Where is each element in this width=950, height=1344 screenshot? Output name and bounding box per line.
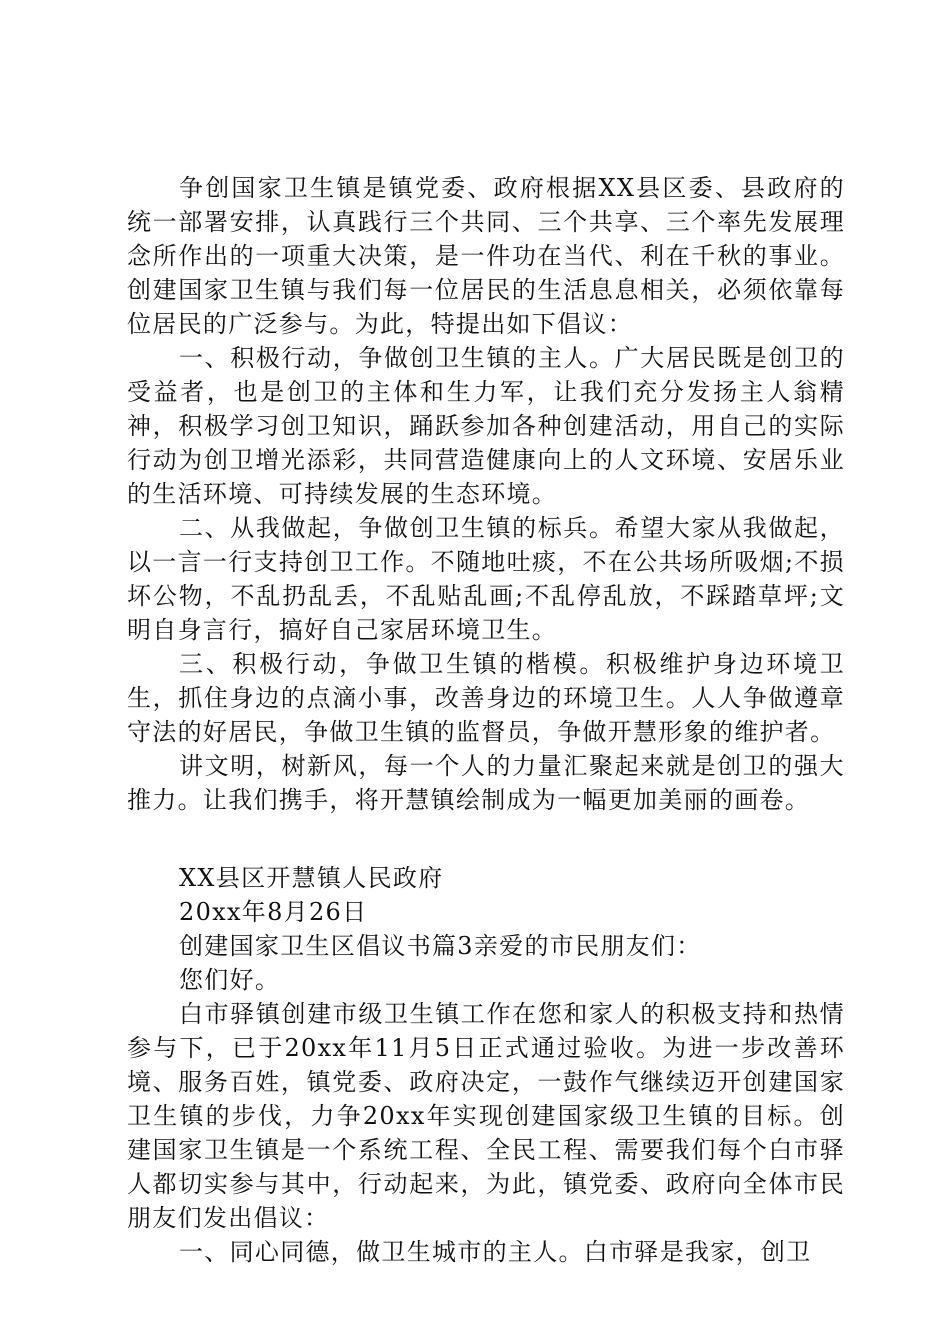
signature-org: XX县区开慧镇人民政府 [179,864,444,892]
section-gap [127,817,845,861]
letter-title: 创建国家卫生区倡议书篇3亲爱的市民朋友们： [179,932,702,960]
document-body [127,171,845,1269]
greeting: 您们好。 [179,966,281,994]
letter-body-paragraph: 白市驿镇创建市级卫生镇工作在您和家人的积极支持和热情参与下，已于20xx年11月5日正式通过验收。为进一步改善环境、服务百姓，镇党委、政府决定，一鼓作气继续迈开创建国家卫生镇的步伐，力争20xx年实现创建国家级卫生镇的目标。创建国家卫生镇是一个系统工程、全民工程、需要我们每个白市驿人都切实参与其中，行动起来，为此，镇党委、政府向全体市民朋友们发出倡议： [127,1000,845,1232]
proposal-two-paragraph: 二、从我做起，争做创卫生镇的标兵。希望大家从我做起，以一言一行支持创卫工作。不随地吐痰，不在公共场所吸烟;不损坏公物，不乱扔乱丢，不乱贴乱画;不乱停乱放，不踩踏草坪;文明自身言行，搞好自己家居环境卫生。 [127,514,845,644]
proposal-three-paragraph: 三、积极行动，争做卫生镇的楷模。积极维护身边环境卫生，抓住身边的点滴小事，改善身边的环境卫生。人人争做遵章守法的好居民，争做卫生镇的监督员，争做开慧形象的维护者。 [127,650,845,746]
intro-paragraph: 争创国家卫生镇是镇党委、政府根据XX县区委、县政府的统一部署安排，认真践行三个共同、三个共享、三个率先发展理念所作出的一项重大决策，是一件功在当代、利在千秋的事业。创建国家卫生镇与我们每一位居民的生活息息相关，必须依靠每位居民的广泛参与。为此，特提出如下倡议： [127,174,845,338]
letter-proposal-one-paragraph: 一、同心同德，做卫生城市的主人。白市驿是我家，创卫 [179,1238,812,1266]
closing-paragraph: 讲文明，树新风，每一个人的力量汇聚起来就是创卫的强大推力。让我们携手，将开慧镇绘制成为一幅更加美丽的画卷。 [127,752,845,814]
signature-date: 20xx年8月26日 [179,898,368,926]
proposal-one-paragraph: 一、积极行动，争做创卫生镇的主人。广大居民既是创卫的受益者，也是创卫的主体和生力军，让我们充分发扬主人翁精神，积极学习创卫知识，踊跃参加各种创建活动，用自己的实际行动为创卫增光添彩，共同营造健康向上的人文环境、安居乐业的生活环境、可持续发展的生态环境。 [127,344,845,508]
